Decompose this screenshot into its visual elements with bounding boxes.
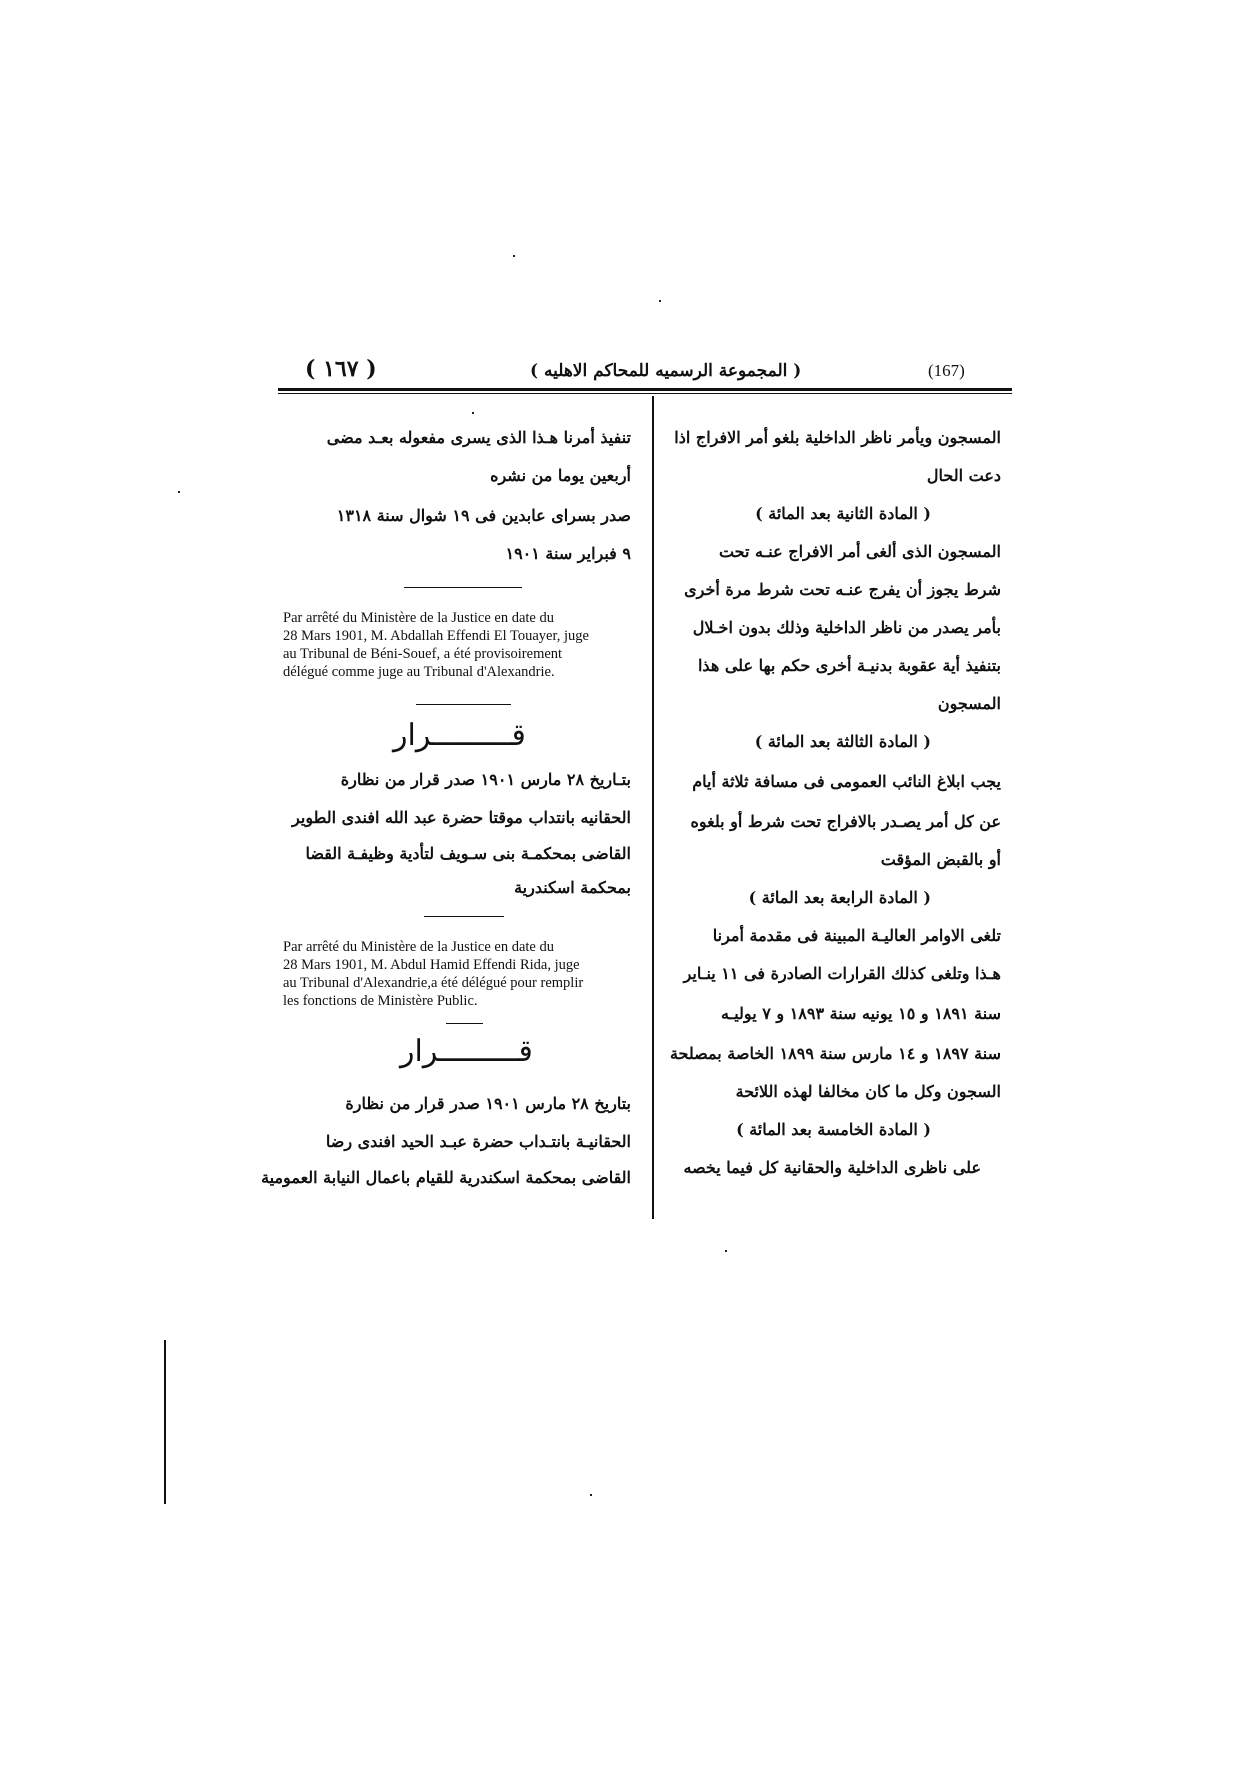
right-line: السجون وكل ما كان مخالفا لهذه اللائحة — [735, 1082, 1001, 1101]
left-line: تنفيذ أمرنا هـذا الذى يسرى مفعوله بعـد مضى — [326, 428, 631, 447]
right-line: سنة ١٨٩١ و ١٥ يونيه سنة ١٨٩٣ و ٧ يوليـه — [720, 1004, 1001, 1023]
left-line: بمحكمة اسكندرية — [514, 878, 631, 897]
right-line: المسجون — [937, 694, 1001, 713]
right-line: على ناظرى الداخلية والحقانية كل فيما يخصه — [683, 1158, 981, 1177]
left-line: ٩ فبراير سنة ١٩٠١ — [505, 544, 631, 563]
left-line: القاضى بمحكمة اسكندرية للقيام باعمال النيابة العمومية — [261, 1168, 631, 1187]
right-line: دعت الحال — [926, 466, 1001, 485]
scan-speck — [178, 491, 180, 493]
left-line: الحقانيه بانتداب موقتا حضرة عبد الله افندى الطوير — [292, 808, 631, 827]
right-line: هـذا وتلغى كذلك القرارات الصادرة فى ١١ ينـاير — [683, 964, 1001, 983]
header-rule-bottom — [278, 393, 1012, 394]
right-line: بتنفيذ أية عقوبة بدنيـة أخرى حكم بها على هذا — [697, 656, 1001, 675]
separator-rule — [446, 1023, 483, 1024]
column-divider — [652, 396, 654, 1219]
right-line: تلغى الاوامر العاليـة المبينة فى مقدمة أمرنا — [712, 926, 1001, 945]
left-line: بتاريخ ٢٨ مارس ١٩٠١ صدر قرار من نظارة — [345, 1094, 631, 1113]
right-line: شرط يجوز أن يفرج عنـه تحت شرط مرة أخرى — [684, 580, 1001, 599]
separator-rule — [404, 587, 522, 588]
article-heading: ( المادة الخامسة بعد المائة ) — [736, 1120, 931, 1139]
scan-speck — [725, 1250, 727, 1252]
right-line: عن كل أمر يصـدر بالافراج تحت شرط أو بلغوه — [690, 812, 1001, 831]
french-notice-2: Par arrêté du Ministère de la Justice en date du 28 Mars 1901, M. Abdul Hamid Effendi Rida, juge au Tribunal d'Alexandrie,a été délégué pour remplir les fonctions de Ministère Public. — [283, 939, 584, 1009]
scan-speck — [513, 255, 515, 257]
right-line: أو بالقبض المؤقت — [880, 850, 1001, 869]
scan-margin-line — [164, 1340, 166, 1504]
separator-rule — [416, 704, 511, 705]
left-line: الحقانيـة بانتـداب حضرة عبـد الحيد افندى رضا — [325, 1132, 631, 1151]
right-line: بأمر يصدر من ناظر الداخلية وذلك بدون اخـلال — [692, 618, 1001, 637]
journal-title: ( المجموعة الرسميه للمحاكم الاهليه ) — [530, 361, 802, 381]
article-heading: ( المادة الرابعة بعد المائة ) — [748, 888, 931, 907]
decision-title: قـــــــــرار — [393, 718, 526, 753]
right-line: سنة ١٨٩٧ و ١٤ مارس سنة ١٨٩٩ الخاصة بمصلحة — [669, 1044, 1001, 1063]
article-heading: ( المادة الثانية بعد المائة ) — [755, 504, 931, 523]
page-number: (167) — [928, 361, 965, 380]
left-line: أربعين يوما من نشره — [490, 466, 631, 485]
left-line: بتـاريخ ٢٨ مارس ١٩٠١ صدر قرار من نظارة — [340, 770, 631, 789]
right-line: المسجون ويأمر ناظر الداخلية بلغو أمر الافراج اذا — [674, 428, 1001, 447]
scan-speck — [590, 1494, 592, 1496]
right-line: المسجون الذى ألغى أمر الافراج عنـه تحت — [718, 542, 1001, 561]
french-notice-1: Par arrêté du Ministère de la Justice en date du 28 Mars 1901, M. Abdallah Effendi El Touayer, juge au Tribunal de Béni-Souef, a été provisoirement délégué comme juge au Tribunal d'Alexandrie. — [283, 610, 589, 680]
left-line: القاضى بمحكمـة بنى سـويف لتأدية وظيفـة القضا — [305, 844, 631, 863]
page-number-arabic: ( ١٦٧ ) — [305, 356, 377, 382]
header-rule-top — [278, 388, 1012, 391]
right-line: يجب ابلاغ النائب العمومى فى مسافة ثلاثة أيام — [692, 772, 1001, 791]
scan-speck — [659, 300, 661, 302]
decision-title: قـــــــــرار — [400, 1034, 533, 1069]
scan-speck — [472, 412, 474, 414]
left-line: صدر بسراى عابدين فى ١٩ شوال سنة ١٣١٨ — [336, 506, 631, 525]
article-heading: ( المادة الثالثة بعد المائة ) — [754, 732, 931, 751]
separator-rule — [424, 916, 504, 917]
